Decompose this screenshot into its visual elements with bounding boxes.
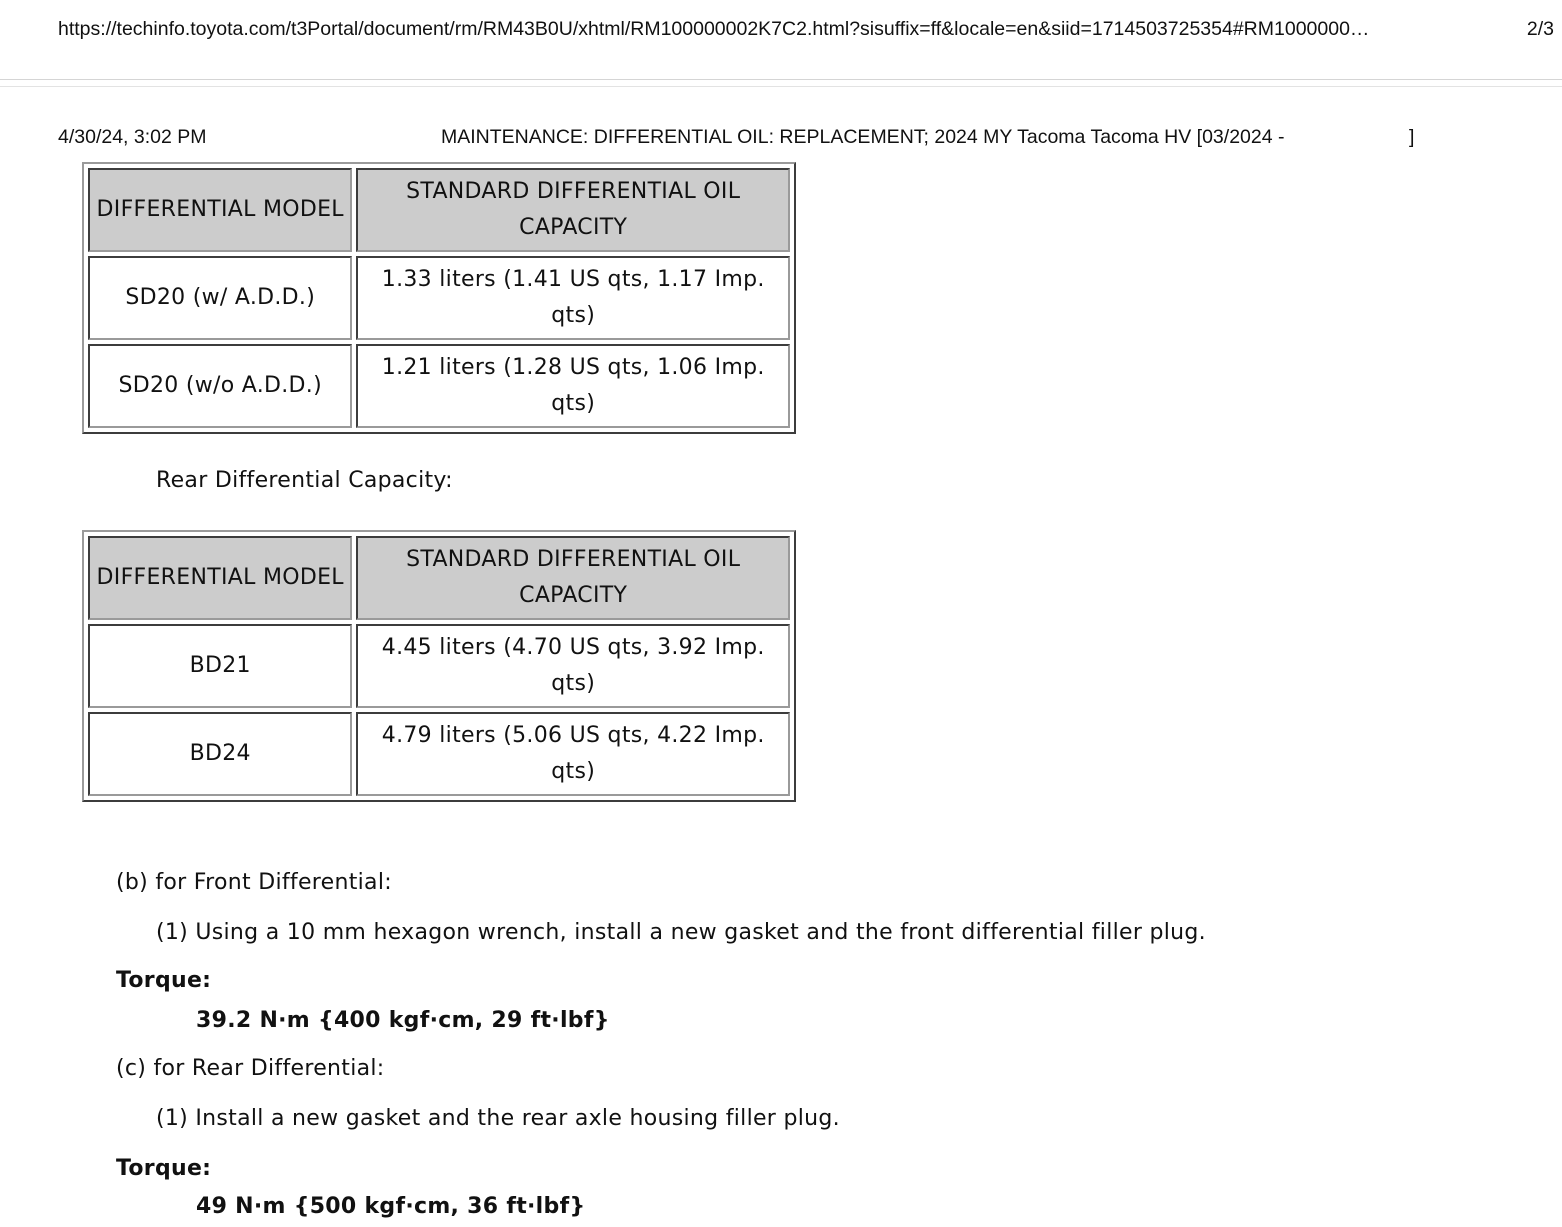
table-row <box>88 344 790 428</box>
document-title: MAINTENANCE: DIFFERENTIAL OIL: REPLACEMENT; 2024 MY Tacoma Tacoma HV [03/2024 - <box>441 126 1285 148</box>
step-c-heading: (c) for Rear Differential: <box>116 1056 385 1081</box>
print-date: 4/30/24, 3:02 PM <box>58 126 207 148</box>
table-row <box>88 256 790 340</box>
document-title-bracket: ] <box>1409 126 1415 148</box>
rear-capacity-caption: Rear Differential Capacity: <box>156 468 453 493</box>
torque-value-front: 39.2 N·m {400 kgf·cm, 29 ft·lbf} <box>196 1008 610 1033</box>
table-header-row <box>88 168 790 252</box>
table-cell-capacity: 4.79 liters (5.06 US qts, 4.22 Imp. qts) <box>356 712 790 796</box>
step-b-heading: (b) for Front Differential: <box>116 870 392 895</box>
page-indicator: 2/3 <box>1526 18 1554 40</box>
table-cell-capacity: 1.33 liters (1.41 US qts, 1.17 Imp. qts) <box>356 256 790 340</box>
torque-value-rear: 49 N·m {500 kgf·cm, 36 ft·lbf} <box>196 1194 586 1219</box>
column-header-capacity: STANDARD DIFFERENTIAL OIL CAPACITY <box>356 168 790 252</box>
table-cell-model: SD20 (w/ A.D.D.) <box>88 256 352 340</box>
front-differential-capacity-table <box>82 162 796 434</box>
table-row <box>88 712 790 796</box>
table-cell-model: SD20 (w/o A.D.D.) <box>88 344 352 428</box>
header-divider <box>0 79 1562 80</box>
column-header-capacity: STANDARD DIFFERENTIAL OIL CAPACITY <box>356 536 790 620</box>
torque-label-front: Torque: <box>116 968 212 993</box>
torque-label-rear: Torque: <box>116 1156 212 1181</box>
header-divider-secondary <box>0 86 1562 87</box>
table-cell-model: BD24 <box>88 712 352 796</box>
column-header-model: DIFFERENTIAL MODEL <box>88 536 352 620</box>
step-c-1: (1) Install a new gasket and the rear axle housing filler plug. <box>156 1106 840 1131</box>
rear-differential-capacity-table <box>82 530 796 802</box>
page-url: https://techinfo.toyota.com/t3Portal/document/rm/RM43B0U/xhtml/RM100000002K7C2.html?sisuffix=ff&locale=en&siid=1714503725354#RM1000000… <box>58 18 1370 40</box>
step-b-1: (1) Using a 10 mm hexagon wrench, install a new gasket and the front differential filler plug. <box>156 920 1206 945</box>
table-cell-capacity: 1.21 liters (1.28 US qts, 1.06 Imp. qts) <box>356 344 790 428</box>
table-cell-capacity: 4.45 liters (4.70 US qts, 3.92 Imp. qts) <box>356 624 790 708</box>
table-header-row <box>88 536 790 620</box>
table-cell-model: BD21 <box>88 624 352 708</box>
column-header-model: DIFFERENTIAL MODEL <box>88 168 352 252</box>
print-header <box>0 0 1562 80</box>
table-row <box>88 624 790 708</box>
